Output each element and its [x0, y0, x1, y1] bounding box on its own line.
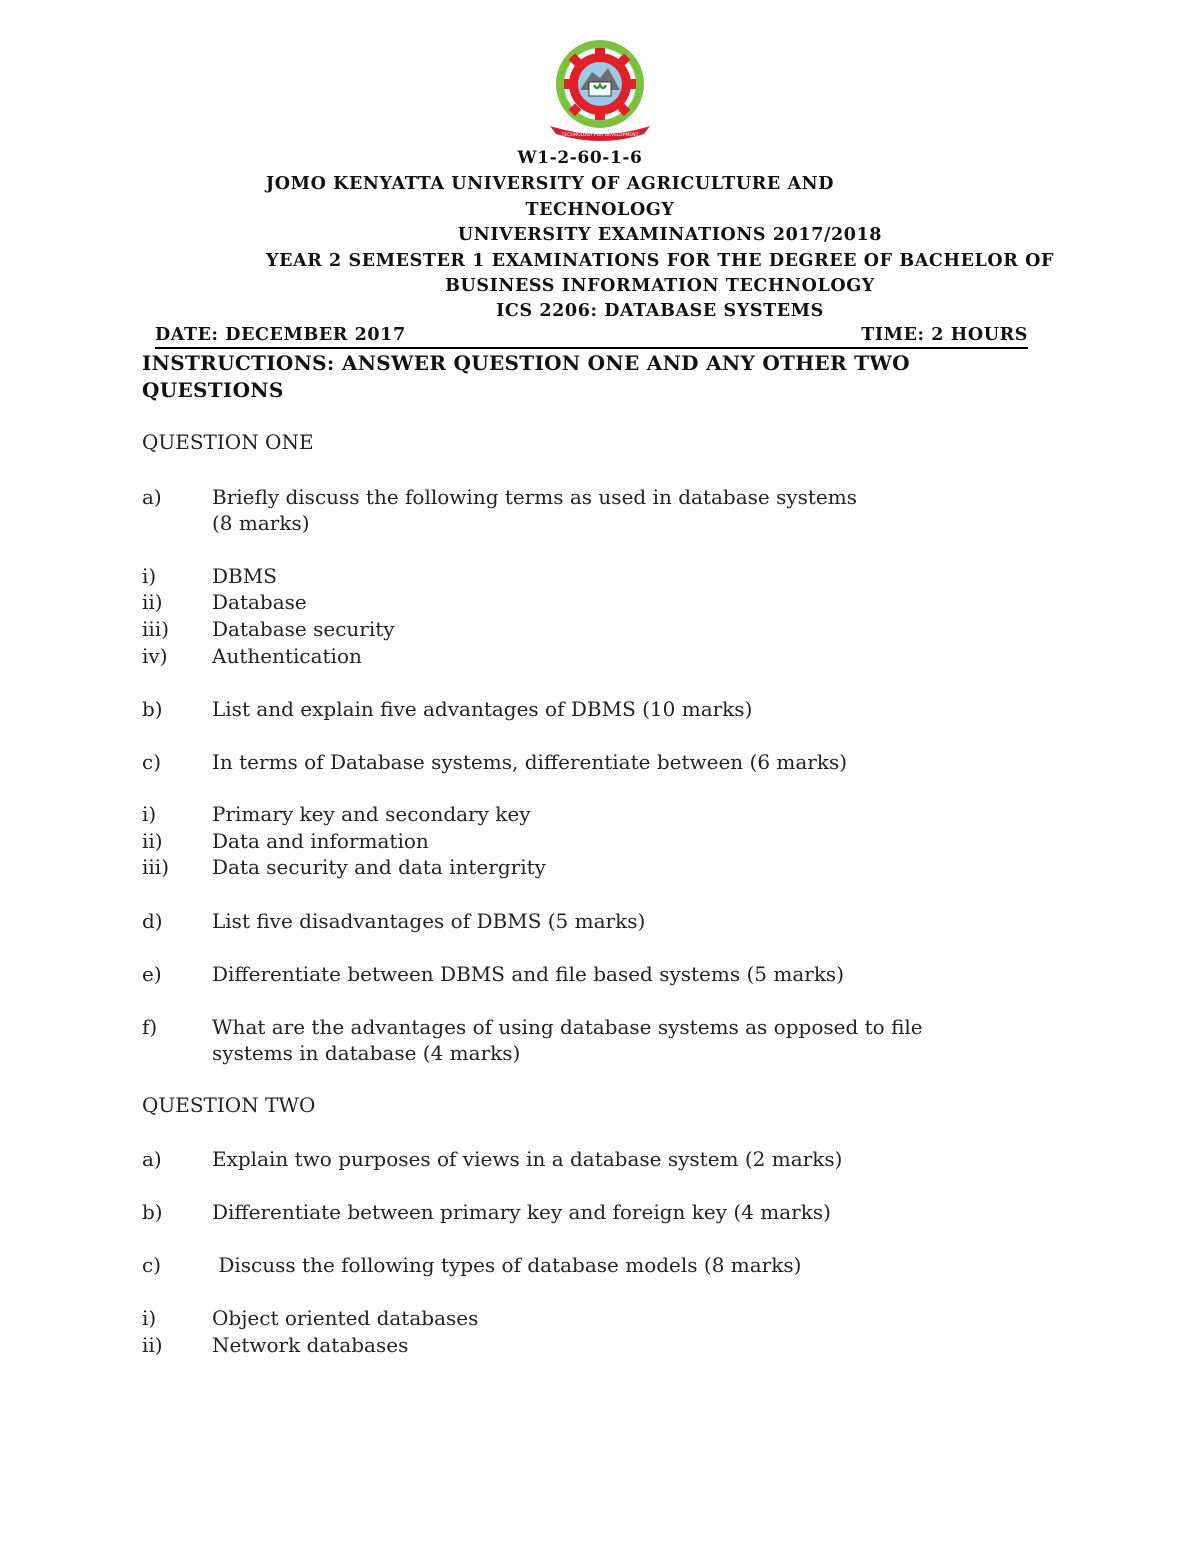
- svg-text:TECHNOLOGY FOR DEVELOPMENT: TECHNOLOGY FOR DEVELOPMENT: [561, 133, 639, 138]
- part-text: In terms of Database systems, differentiate between (6 marks): [212, 750, 848, 774]
- part-label: a): [142, 485, 162, 509]
- sub-label: ii): [142, 590, 163, 614]
- part-label: f): [142, 1015, 158, 1039]
- question-two-title: QUESTION TWO: [142, 1093, 316, 1117]
- exam-duration: TIME: 2 HOURS: [861, 325, 1028, 345]
- degree-line2: BUSINESS INFORMATION TECHNOLOGY: [445, 276, 875, 296]
- course-title: ICS 2206: DATABASE SYSTEMS: [496, 301, 824, 321]
- sub-label: i): [142, 564, 157, 588]
- part-text: Explain two purposes of views in a database system (2 marks): [212, 1147, 843, 1171]
- exam-title: UNIVERSITY EXAMINATIONS 2017/2018: [457, 225, 883, 245]
- sub-label: iii): [142, 617, 169, 641]
- date-time-row: [155, 325, 1028, 349]
- part-label: a): [142, 1147, 162, 1171]
- exam-code: [140, 148, 1120, 168]
- part-a-marks: (8 marks): [212, 511, 310, 535]
- sub-text: Data and information: [212, 829, 429, 853]
- part-a-question: Briefly discuss the following terms as used in database systems: [212, 485, 857, 509]
- part-text: Differentiate between primary key and foreign key (4 marks): [212, 1200, 831, 1224]
- sub-label: iii): [142, 855, 169, 879]
- sub-text: Network databases: [212, 1333, 409, 1357]
- sub-label: ii): [142, 829, 163, 853]
- sub-text: Database security: [212, 617, 395, 641]
- part-label: b): [142, 1200, 163, 1224]
- part-text: [212, 1014, 1042, 1066]
- part-label: b): [142, 697, 163, 721]
- sub-text: DBMS: [212, 564, 277, 588]
- part-text: List five disadvantages of DBMS (5 marks): [212, 909, 646, 933]
- sub-text: Authentication: [212, 644, 362, 668]
- part-text: Differentiate between DBMS and file based systems (5 marks): [212, 962, 845, 986]
- exam-date: DATE: DECEMBER 2017: [155, 325, 406, 345]
- sub-label: iv): [142, 644, 168, 668]
- part-f-line2: systems in database (4 marks): [212, 1041, 521, 1065]
- university-name-line1: JOMO KENYATTA UNIVERSITY OF AGRICULTURE AND: [265, 174, 835, 194]
- sub-text: Primary key and secondary key: [212, 802, 531, 826]
- part-text: Discuss the following types of database models (8 marks): [212, 1253, 802, 1277]
- part-f-line1: What are the advantages of using database systems as opposed to file: [212, 1015, 923, 1039]
- university-name-line2: TECHNOLOGY: [525, 200, 675, 220]
- university-crest-icon: [544, 38, 656, 142]
- part-label: c): [142, 750, 162, 774]
- sub-text: Database: [212, 590, 307, 614]
- question-one-title: QUESTION ONE: [142, 430, 314, 454]
- degree-line1: YEAR 2 SEMESTER 1 EXAMINATIONS FOR THE DEGREE OF BACHELOR OF: [266, 251, 1054, 271]
- part-label: e): [142, 962, 162, 986]
- sub-label: i): [142, 1306, 157, 1330]
- instructions: INSTRUCTIONS: ANSWER QUESTION ONE AND ANY OTHER TWO QUESTIONS: [142, 351, 910, 402]
- sub-text: Object oriented databases: [212, 1306, 479, 1330]
- exam-code-text: W1-2-60-1-6: [517, 148, 643, 168]
- part-label: d): [142, 909, 163, 933]
- sub-label: ii): [142, 1333, 163, 1357]
- part-label: c): [142, 1253, 162, 1277]
- sub-label: i): [142, 802, 157, 826]
- part-text: [212, 484, 1042, 536]
- part-text: List and explain five advantages of DBMS (10 marks): [212, 697, 753, 721]
- sub-text: Data security and data intergrity: [212, 855, 546, 879]
